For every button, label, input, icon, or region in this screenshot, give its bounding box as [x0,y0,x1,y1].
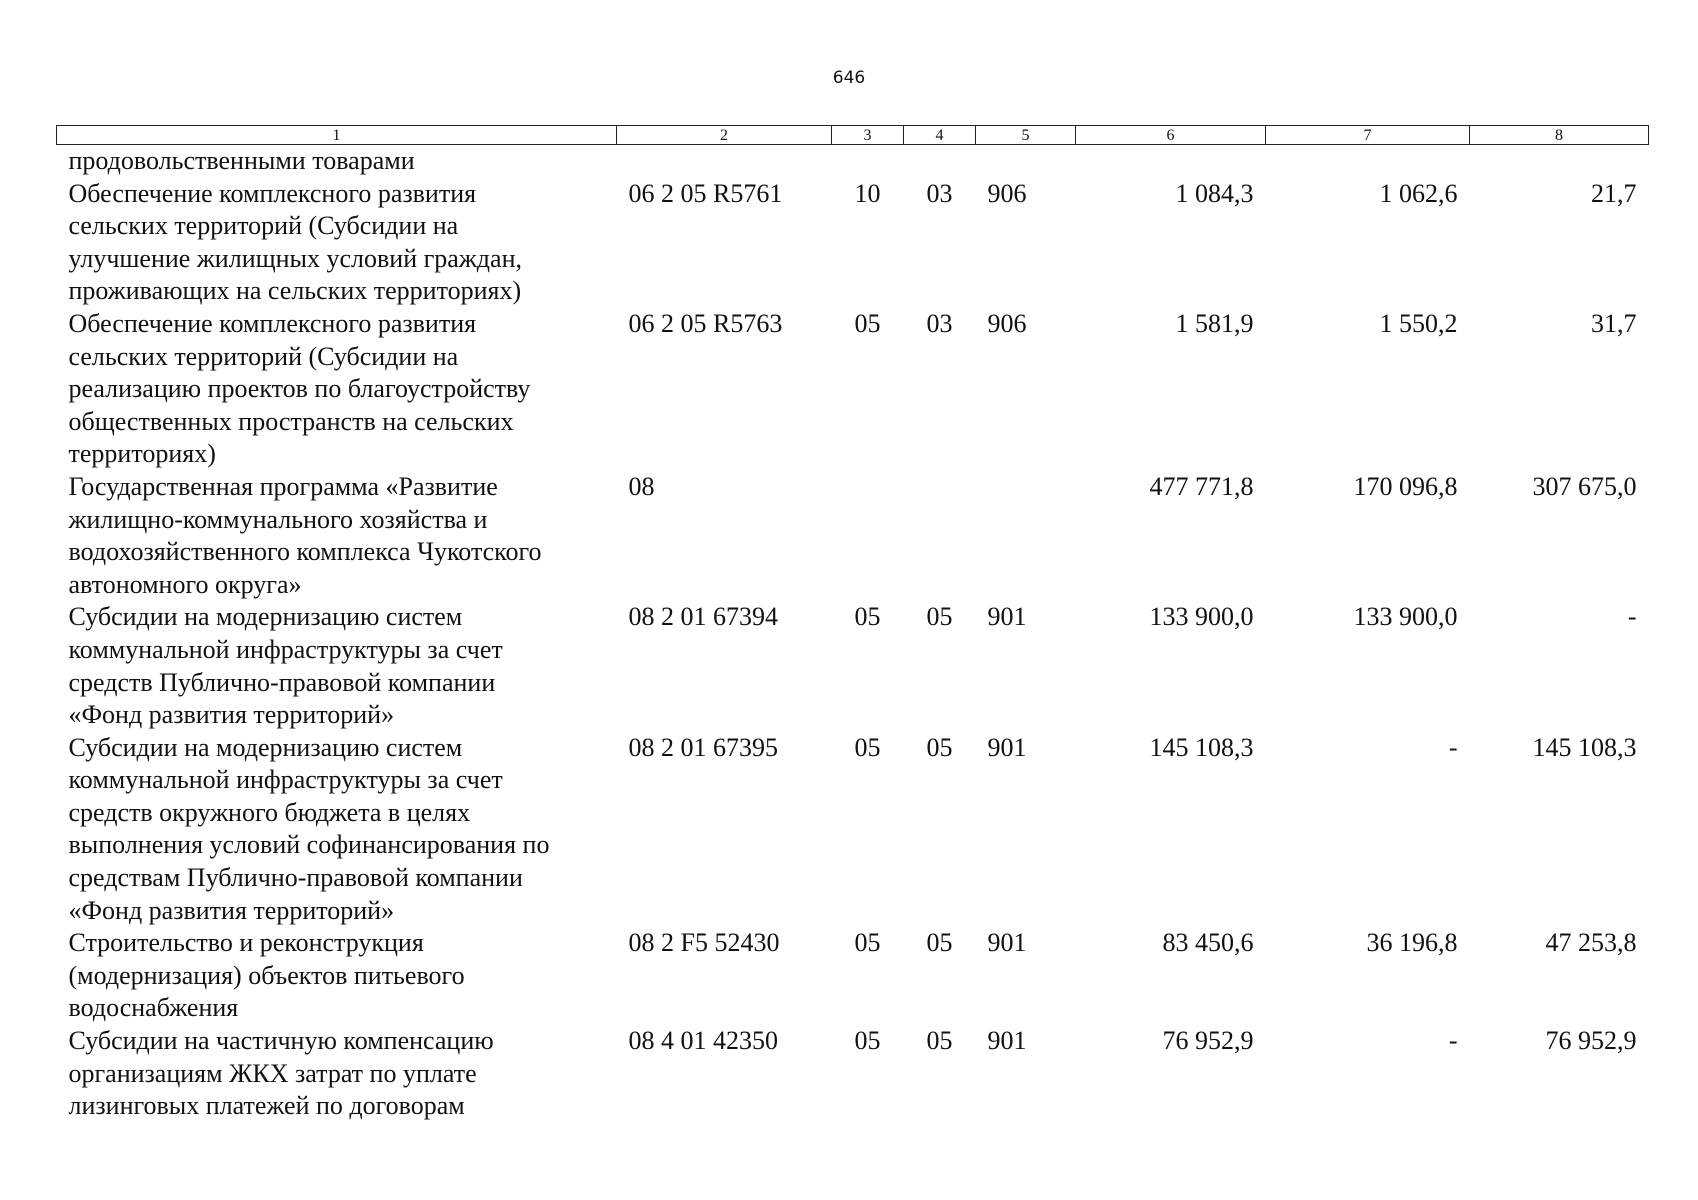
description-line: общественных пространств на сельских [68,406,514,436]
row-amount-total: 145 108,3 [1149,732,1254,762]
row-amount-col8: - [1627,602,1637,632]
row-description [57,308,617,471]
description-line: автономного округа» [68,569,302,599]
row-description [57,1025,617,1123]
row-description [57,601,617,731]
row-code: 08 2 F5 52430 [628,928,780,958]
row-amount-total: 1 581,9 [1175,308,1254,338]
description-line: жилищно-коммунального хозяйства и [68,504,488,534]
row-expense-type [976,471,1076,601]
budget-table [56,125,1649,1123]
description-line: Строительство и реконструкция [68,928,424,958]
description-line: лизинговых платежей по договорам [68,1091,465,1121]
row-subsection [904,471,976,601]
row-subsection: 05 [926,928,953,958]
row-section: 05 [854,308,881,338]
row-section: 05 [854,928,881,958]
column-header-7: 7 [1266,126,1470,145]
description-line: (модернизация) объектов питьевого [68,960,465,990]
row-amount-total: 1 084,3 [1175,178,1254,208]
row-amount-total [1076,145,1266,178]
description-line: средств окружного бюджета в целях [68,797,471,827]
budget-table-wrapper [56,125,1648,1123]
row-section [832,145,904,178]
column-header-4: 4 [904,126,976,145]
column-header-2: 2 [617,126,832,145]
page-number: 646 [832,68,866,88]
description-line: Государственная программа «Развитие [68,471,498,501]
description-line: средств Публично-правовой компании [68,667,496,697]
row-amount-col8: 31,7 [1591,308,1637,338]
row-amount-col7: - [1448,732,1458,762]
row-expense-type: 901 [987,602,1027,632]
column-header-8: 8 [1470,126,1649,145]
description-line: Обеспечение комплексного развития [68,308,477,338]
row-code: 08 [628,471,655,501]
row-subsection: 03 [926,178,953,208]
row-subsection: 03 [926,308,953,338]
row-amount-col8 [1470,145,1649,178]
table-row [57,178,1649,308]
row-expense-type: 906 [987,308,1027,338]
row-amount-col7: 1 062,6 [1379,178,1458,208]
description-line: проживающих на сельских территориях) [68,276,522,306]
row-section: 10 [854,178,881,208]
table-row [57,471,1649,601]
row-code: 06 2 05 R5763 [628,308,783,338]
description-line: продовольственными товарами [68,146,415,175]
description-line: Субсидии на частичную компенсацию [68,1026,494,1056]
row-code: 08 2 01 67395 [628,732,778,762]
column-header-3: 3 [832,126,904,145]
table-row [57,145,1649,178]
row-expense-type [976,145,1076,178]
row-amount-col8: 21,7 [1591,178,1637,208]
description-line: Обеспечение комплексного развития [68,178,477,208]
row-expense-type: 906 [987,178,1027,208]
table-row [57,601,1649,731]
row-description [57,927,617,1025]
table-row [57,308,1649,471]
row-subsection [904,145,976,178]
row-amount-col8: 76 952,9 [1545,1026,1637,1056]
row-subsection: 05 [926,732,953,762]
row-expense-type: 901 [987,928,1027,958]
row-section [832,471,904,601]
row-amount-col7: 170 096,8 [1353,471,1458,501]
row-amount-total: 76 952,9 [1162,1026,1254,1056]
row-amount-col7: - [1448,1026,1458,1056]
row-section: 05 [854,1026,881,1056]
row-amount-col7: 36 196,8 [1366,928,1458,958]
column-header-5: 5 [976,126,1076,145]
description-line: «Фонд развития территорий» [68,895,395,925]
row-subsection: 05 [926,1026,953,1056]
row-code: 08 4 01 42350 [628,1026,778,1056]
row-amount-total: 133 900,0 [1149,602,1254,632]
table-row [57,927,1649,1025]
description-line: Субсидии на модернизацию систем [68,602,463,632]
row-description [57,145,617,178]
column-header-6: 6 [1076,126,1266,145]
description-line: выполнения условий софинансирования по [68,830,550,860]
table-row [57,1025,1649,1123]
row-amount-total: 477 771,8 [1149,471,1254,501]
description-line: коммунальной инфраструктуры за счет [68,765,503,795]
description-line: сельских территорий (Субсидии на [68,211,459,241]
row-amount-col8: 145 108,3 [1532,732,1637,762]
row-description [57,732,617,928]
description-line: водоснабжения [68,993,239,1023]
column-header-1: 1 [57,126,617,145]
row-amount-col7: 133 900,0 [1353,602,1458,632]
table-row [57,732,1649,928]
description-line: коммунальной инфраструктуры за счет [68,634,503,664]
row-expense-type: 901 [987,1026,1027,1056]
row-amount-col8: 307 675,0 [1532,471,1637,501]
row-code [617,145,832,178]
row-amount-col8: 47 253,8 [1545,928,1637,958]
row-amount-total: 83 450,6 [1162,928,1254,958]
row-code: 06 2 05 R5761 [628,178,783,208]
description-line: реализацию проектов по благоустройству [68,374,531,404]
row-description [57,471,617,601]
description-line: Субсидии на модернизацию систем [68,732,463,762]
table-body [57,145,1649,1123]
description-line: организациям ЖКХ затрат по уплате [68,1058,477,1088]
row-section: 05 [854,602,881,632]
description-line: водохозяйственного комплекса Чукотского [68,537,542,567]
description-line: сельских территорий (Субсидии на [68,341,459,371]
row-amount-col7 [1266,145,1470,178]
column-number-row [57,126,1649,145]
row-section: 05 [854,732,881,762]
row-code: 08 2 01 67394 [628,602,778,632]
description-line: «Фонд развития территорий» [68,700,395,730]
description-line: территориях) [68,439,216,469]
row-amount-col7: 1 550,2 [1379,308,1458,338]
description-line: средствам Публично-правовой компании [68,863,523,893]
row-subsection: 05 [926,602,953,632]
row-expense-type: 901 [987,732,1027,762]
description-line: улучшение жилищных условий граждан, [68,243,522,273]
row-description [57,178,617,308]
table-header [57,126,1649,145]
